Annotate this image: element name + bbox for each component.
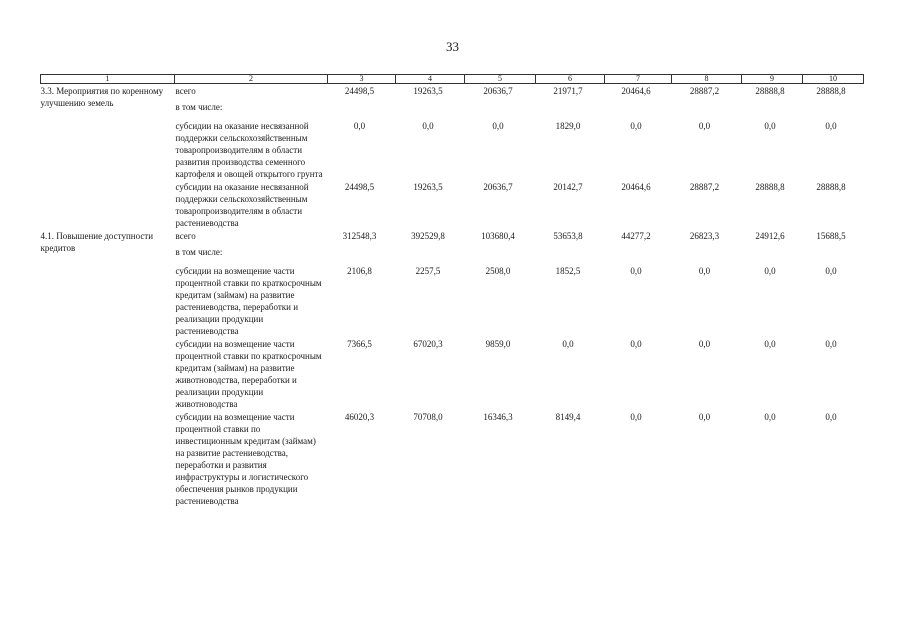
- column-number: 6: [536, 75, 605, 84]
- value-cell: 0,0: [562, 339, 574, 349]
- value-cell: 20636,7: [483, 86, 513, 96]
- value-cell: 19263,5: [413, 182, 443, 192]
- column-number: 7: [605, 75, 672, 84]
- column-number: 4: [396, 75, 465, 84]
- value-cell: 0,0: [764, 266, 776, 276]
- value-cell: 2106,8: [347, 266, 372, 276]
- value-cell: 0,0: [353, 121, 366, 131]
- value-cell: 0,0: [764, 121, 776, 131]
- value-cell: 20464,6: [621, 86, 651, 96]
- table-row: [41, 180, 864, 229]
- value-cell: 0,0: [630, 412, 642, 422]
- value-cell: 0,0: [825, 121, 837, 131]
- page-number: 33: [446, 39, 459, 54]
- value-cell: 21971,7: [553, 86, 583, 96]
- section-title: 4.1. Повышение доступности кредитов: [40, 231, 154, 253]
- row-label: субсидии на возмещение части процентной ставки по краткосрочным кредитам (займам) на развитие животноводства, переработки и реализации продукции животноводства: [175, 339, 322, 409]
- value-cell: 0,0: [698, 266, 711, 276]
- row-label: субсидии на оказание несвязанной поддержки сельскохозяйственным товаропроизводителям в области развития производства семенного картофеля и овощей открытого грунта: [175, 121, 323, 179]
- value-cell: 28888,8: [816, 86, 846, 96]
- value-cell: 1852,5: [555, 266, 581, 276]
- value-cell: 24498,5: [344, 86, 375, 96]
- value-cell: 67020,3: [413, 339, 443, 349]
- value-cell: 2508,0: [485, 266, 511, 276]
- value-cell: 312548,3: [342, 231, 377, 241]
- table-row: [41, 229, 864, 242]
- value-cell: 44277,2: [621, 231, 651, 241]
- value-cell: 20142,7: [553, 182, 583, 192]
- row-label: субсидии на оказание несвязанной поддержки сельскохозяйственным товаропроизводителям в области растениеводства: [175, 182, 309, 228]
- table-row: [41, 337, 864, 410]
- value-cell: 0,0: [764, 339, 776, 349]
- value-cell: 1829,0: [555, 121, 581, 131]
- value-cell: 26823,3: [689, 231, 720, 241]
- value-cell: 28888,8: [816, 182, 846, 192]
- value-cell: 0,0: [825, 266, 837, 276]
- value-cell: 0,0: [630, 121, 642, 131]
- value-cell: 53653,8: [553, 231, 583, 241]
- column-number: 2: [175, 75, 328, 84]
- value-cell: 19263,5: [413, 86, 443, 96]
- section-title: 3.3. Мероприятия по коренному улучшению земель: [40, 86, 164, 108]
- column-number: 1: [41, 75, 175, 84]
- row-label: в том числе:: [175, 102, 223, 112]
- table-row: [41, 119, 864, 180]
- table-row: [41, 410, 864, 507]
- value-cell: 28888,8: [755, 86, 785, 96]
- value-cell: 20636,7: [483, 182, 513, 192]
- value-cell: 0,0: [630, 339, 642, 349]
- row-label: всего: [175, 231, 196, 241]
- value-cell: 0,0: [825, 339, 837, 349]
- column-number: 9: [742, 75, 803, 84]
- value-cell: 0,0: [698, 339, 711, 349]
- value-cell: 8149,4: [555, 412, 581, 422]
- column-number: 3: [328, 75, 396, 84]
- table-row: [41, 264, 864, 337]
- value-cell: 0,0: [825, 412, 837, 422]
- value-cell: 9859,0: [485, 339, 511, 349]
- budget-table: [40, 74, 864, 507]
- value-cell: 15688,5: [816, 231, 846, 241]
- value-cell: 7366,5: [347, 339, 372, 349]
- value-cell: 0,0: [492, 121, 504, 131]
- value-cell: 103680,4: [481, 231, 515, 241]
- value-cell: 28887,2: [689, 86, 720, 96]
- value-cell: 16346,3: [483, 412, 513, 422]
- value-cell: 46020,3: [344, 412, 375, 422]
- value-cell: 24912,6: [755, 231, 785, 241]
- value-cell: 392529,8: [411, 231, 445, 241]
- column-number: 5: [465, 75, 536, 84]
- value-cell: 20464,6: [621, 182, 651, 192]
- value-cell: 70708,0: [413, 412, 443, 422]
- value-cell: 0,0: [698, 412, 711, 422]
- value-cell: 24498,5: [344, 182, 375, 192]
- column-number: 8: [672, 75, 742, 84]
- column-number-row: [41, 75, 864, 84]
- value-cell: 0,0: [422, 121, 434, 131]
- row-label: в том числе:: [175, 247, 223, 257]
- row-label: субсидии на возмещение части процентной ставки по инвестиционным кредитам (займам) на развитие растениеводства, переработки и развития инфраструктуры и логистического обеспечения рынков продукции растениеводства: [175, 412, 316, 506]
- value-cell: 28888,8: [755, 182, 785, 192]
- value-cell: 0,0: [630, 266, 642, 276]
- row-label: всего: [175, 86, 196, 96]
- value-cell: 0,0: [698, 121, 711, 131]
- row-label: субсидии на возмещение части процентной ставки по краткосрочным кредитам (займам) на развитие растениеводства, переработки и реализации продукции растениеводства: [175, 266, 322, 336]
- column-number: 10: [803, 75, 864, 84]
- table-row: [41, 84, 864, 98]
- value-cell: 2257,5: [415, 266, 441, 276]
- value-cell: 28887,2: [689, 182, 720, 192]
- value-cell: 0,0: [764, 412, 776, 422]
